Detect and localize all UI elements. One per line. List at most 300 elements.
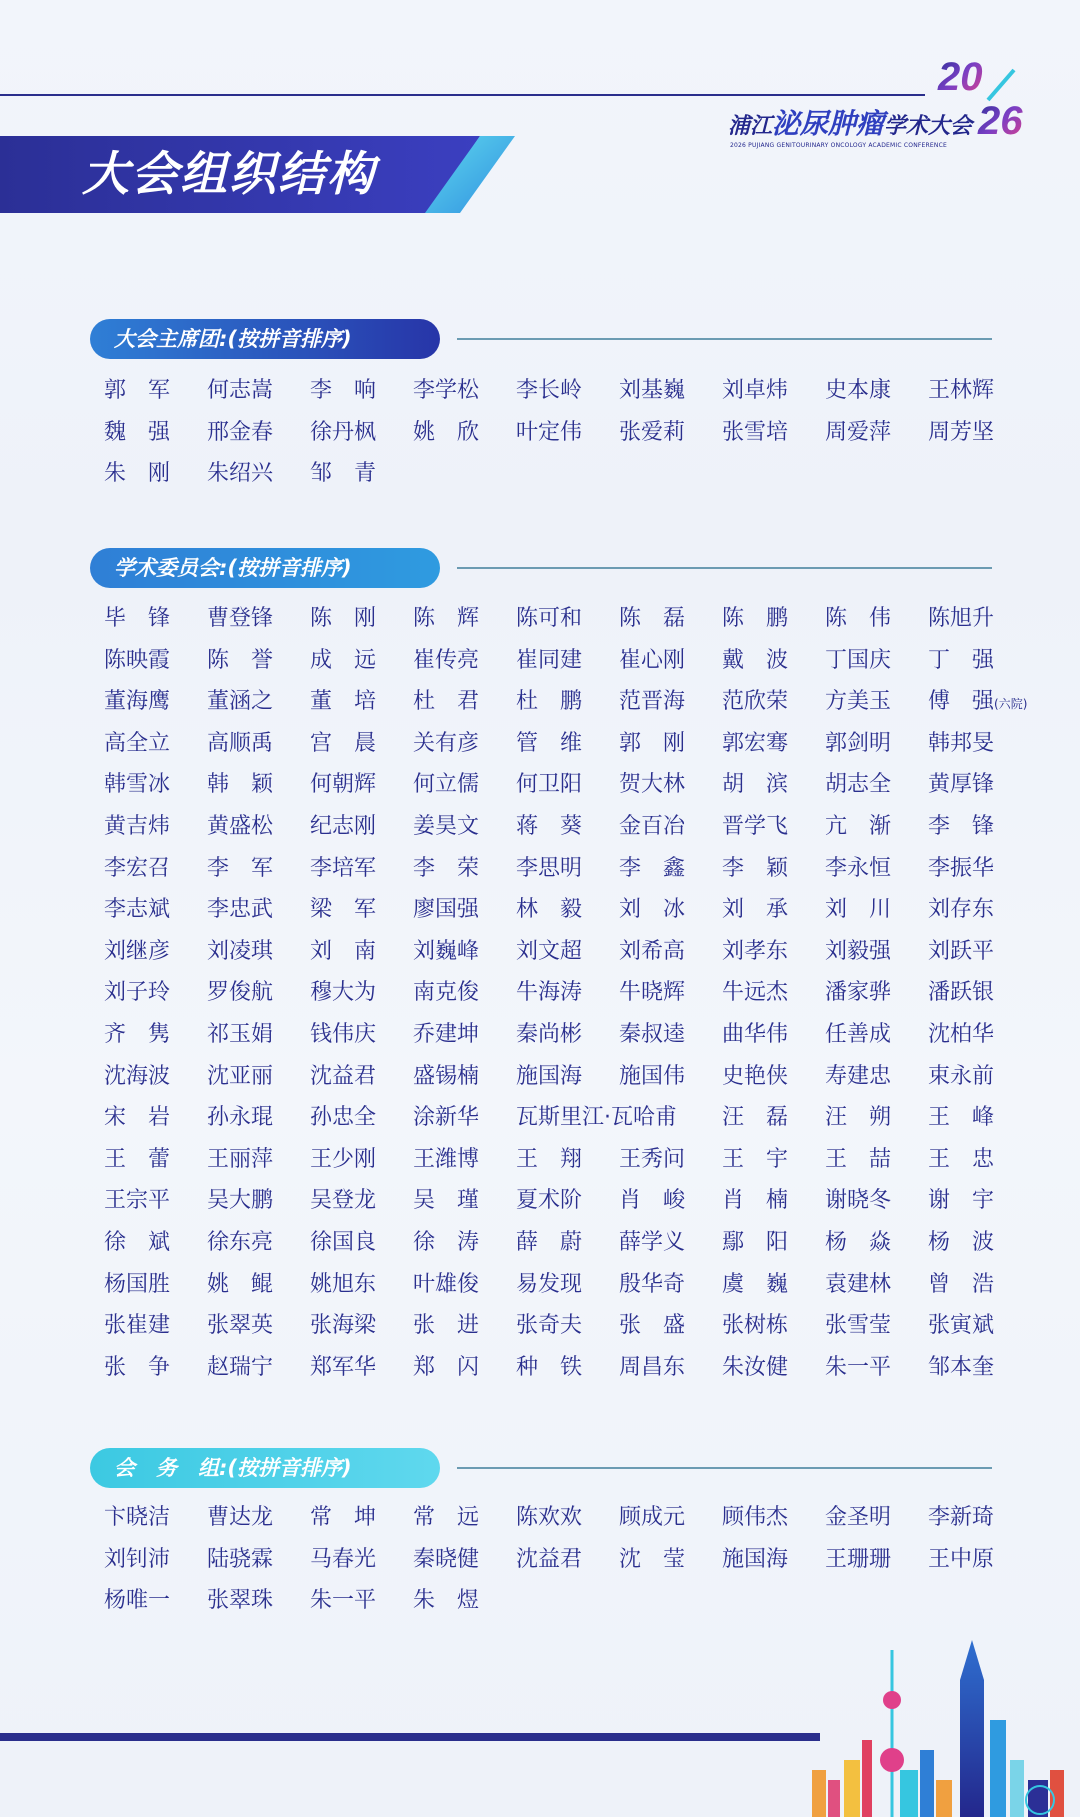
member-name: [310, 453, 413, 495]
member-name-text: 韩 颖: [207, 772, 274, 798]
member-name-text: 姚 鲲: [207, 1271, 274, 1297]
member-name: [619, 764, 722, 806]
member-name-text: 张爱莉: [619, 419, 686, 445]
member-name: [722, 1539, 825, 1581]
member-name: [104, 1097, 207, 1139]
member-name-text: 郭宏骞: [722, 730, 789, 756]
member-name-text: 宫 晨: [310, 730, 377, 756]
member-name-text: 任善成: [825, 1021, 892, 1047]
section-header-presidium: [90, 319, 990, 359]
member-name: [310, 1056, 413, 1098]
member-name-text: 陈可和: [516, 606, 583, 631]
member-name: [516, 931, 619, 973]
member-name: [207, 764, 310, 806]
member-name: [619, 1139, 722, 1181]
member-name: [310, 848, 413, 890]
member-name: [516, 1264, 619, 1306]
member-name-text: 崔传亮: [413, 647, 480, 673]
member-name: [825, 1539, 928, 1581]
member-name: [310, 1580, 413, 1622]
member-name: [310, 598, 413, 640]
member-name: [310, 723, 413, 765]
member-name-text: 陆骁霖: [207, 1546, 274, 1572]
member-name-text: 蒋 葵: [516, 813, 583, 839]
member-name-text: 成 远: [310, 647, 377, 673]
member-name: [928, 412, 1031, 454]
member-name: [619, 848, 722, 890]
member-name: [722, 1222, 825, 1264]
member-name: [413, 1264, 516, 1306]
member-name: [413, 806, 516, 848]
member-name: [413, 1056, 516, 1098]
member-name-text: 张奇夫: [516, 1313, 583, 1339]
member-name: [207, 1580, 310, 1622]
member-name: [825, 1305, 928, 1347]
member-name: [516, 806, 619, 848]
member-name: [516, 764, 619, 806]
member-name: [310, 1097, 413, 1139]
member-name: [825, 931, 928, 973]
member-name: [928, 1539, 1031, 1581]
member-name-text: 徐东亮: [207, 1229, 274, 1255]
member-name: [928, 598, 1031, 640]
member-name-text: 刘钊沛: [104, 1546, 171, 1572]
member-name: [207, 972, 310, 1014]
member-name-text: 黄盛松: [207, 813, 274, 839]
member-name: [310, 1347, 413, 1389]
member-name: [516, 972, 619, 1014]
member-name-text: 何朝辉: [310, 772, 377, 798]
member-name: [619, 931, 722, 973]
member-name-text: 董 培: [310, 689, 377, 715]
member-name: [413, 1305, 516, 1347]
member-name: [619, 1305, 722, 1347]
member-name: [928, 370, 1031, 412]
member-name: [928, 1056, 1031, 1098]
member-name-text: 王潍博: [413, 1146, 480, 1172]
member-name-text: 李 锋: [928, 813, 995, 839]
logo-title-prefix: 浦江: [728, 114, 773, 139]
member-name: [413, 412, 516, 454]
section-title: 会 务 组:(按拼音排序): [114, 1456, 352, 1480]
member-name-text: 李宏召: [104, 855, 171, 881]
member-name-text: 李长岭: [516, 378, 583, 403]
member-name: [207, 1097, 310, 1139]
member-name: [207, 806, 310, 848]
member-name: [619, 1222, 722, 1264]
member-name-text: 杨 波: [928, 1229, 995, 1255]
member-name-text: 施国海: [722, 1546, 789, 1572]
member-name-text: 史艳侠: [722, 1063, 789, 1089]
member-name: [310, 640, 413, 682]
member-name-text: 李忠武: [207, 897, 274, 923]
section-header-academic-committee: [90, 548, 990, 588]
member-name: [825, 681, 928, 723]
member-name-text: 方美玉: [825, 689, 892, 715]
member-name-text: 朱 煜: [413, 1588, 480, 1614]
bottom-rule: [0, 1733, 820, 1741]
member-name: [207, 1305, 310, 1347]
city-skyline-graphic: [800, 1620, 1080, 1817]
section-header-conference-affairs: [90, 1448, 990, 1488]
member-name: [104, 806, 207, 848]
member-name-text: 董涵之: [207, 689, 274, 715]
member-name-text: 杜 君: [413, 689, 480, 715]
member-name-text: 秦晓健: [413, 1546, 480, 1572]
member-name: [516, 370, 619, 412]
member-name-text: 陈 誉: [207, 647, 274, 673]
member-name: [104, 889, 207, 931]
page-title: 大会组织结构: [82, 147, 376, 202]
member-name-text: 寿建忠: [825, 1063, 892, 1089]
member-name: [619, 1264, 722, 1306]
member-name-text: 张寅斌: [928, 1313, 995, 1339]
member-name-text: 崔心刚: [619, 647, 686, 673]
member-name: [516, 1222, 619, 1264]
member-name: [516, 1539, 619, 1581]
member-name: [413, 640, 516, 682]
member-name-text: 李学松: [413, 378, 480, 403]
member-name-text: 施国海: [516, 1063, 583, 1089]
member-name: [310, 1539, 413, 1581]
member-name: [722, 931, 825, 973]
member-name-text: 黄厚锋: [928, 772, 995, 798]
member-name-text: 韩雪冰: [104, 772, 171, 798]
member-name-text: 张翠珠: [207, 1588, 274, 1614]
member-name-text: 赵瑞宁: [207, 1354, 274, 1380]
member-name: [207, 598, 310, 640]
member-name: [825, 1097, 928, 1139]
member-name: [413, 1347, 516, 1389]
member-name-text: 吴登龙: [310, 1188, 377, 1214]
member-name-text: 姚 欣: [413, 419, 480, 445]
member-name: [516, 723, 619, 765]
member-name-text: 朱绍兴: [207, 461, 274, 487]
member-name: [619, 1180, 722, 1222]
member-name-text: 齐 隽: [104, 1021, 171, 1047]
member-name-text: 刘孝东: [722, 938, 789, 964]
member-name: [413, 848, 516, 890]
member-name-text: 高全立: [104, 730, 171, 756]
member-name: [516, 1097, 722, 1139]
member-name: [413, 723, 516, 765]
member-name-text: 谢 宇: [928, 1188, 995, 1214]
member-name-text: 王中原: [928, 1546, 995, 1572]
member-name-text: 李永恒: [825, 855, 892, 881]
member-name-text: 徐 涛: [413, 1229, 480, 1255]
member-name-text: 谢晓冬: [825, 1188, 892, 1214]
member-name: [928, 848, 1031, 890]
member-name: [722, 681, 825, 723]
member-name-text: 郭 刚: [619, 730, 686, 756]
member-name: [722, 1180, 825, 1222]
member-name: [928, 889, 1031, 931]
logo-title: [728, 102, 972, 142]
member-name-text: 刘文超: [516, 938, 583, 964]
member-name: [104, 598, 207, 640]
member-name: [825, 598, 928, 640]
member-name-text: 沈柏华: [928, 1021, 995, 1047]
member-name: [104, 681, 207, 723]
member-name-text: 肖 楠: [722, 1188, 789, 1214]
member-name-text: 崔同建: [516, 647, 583, 673]
member-name: [104, 1222, 207, 1264]
member-name-text: 张崔建: [104, 1313, 171, 1339]
member-name: [928, 1139, 1031, 1181]
member-name: [413, 370, 516, 412]
member-name-text: 周爱萍: [825, 419, 892, 445]
member-name-text: 孙忠全: [310, 1105, 377, 1131]
member-name: [722, 806, 825, 848]
member-name: [310, 972, 413, 1014]
member-name: [207, 1180, 310, 1222]
logo-title-suffix: 学术大会: [884, 114, 973, 139]
member-name: [207, 848, 310, 890]
member-name: [516, 1497, 619, 1539]
member-name-text: 沈亚丽: [207, 1063, 274, 1089]
member-name-text: 郭 军: [104, 378, 171, 403]
member-name-text: 顾成元: [619, 1505, 686, 1530]
member-name-text: 施国伟: [619, 1063, 686, 1089]
member-name: [722, 1139, 825, 1181]
member-name-text: 王林辉: [928, 378, 995, 403]
member-name: [207, 1014, 310, 1056]
member-name: [722, 889, 825, 931]
member-name-text: 穆大为: [310, 980, 377, 1006]
member-name-text: 孙永琨: [207, 1105, 274, 1131]
member-name: [310, 412, 413, 454]
member-name: [207, 1347, 310, 1389]
member-name-text: 李 荣: [413, 855, 480, 881]
member-name: [825, 889, 928, 931]
member-name-text: 黄吉炜: [104, 813, 171, 839]
member-name-text: 袁建林: [825, 1271, 892, 1297]
member-name: [310, 1139, 413, 1181]
member-name-text: 常 坤: [310, 1505, 377, 1530]
member-name-text: 朱一平: [825, 1354, 892, 1380]
member-name: [825, 1347, 928, 1389]
member-name: [722, 1056, 825, 1098]
member-name-text: 曹达龙: [207, 1505, 274, 1530]
member-name: [825, 1497, 928, 1539]
member-name: [722, 972, 825, 1014]
member-name-text: 高顺禹: [207, 730, 274, 756]
member-name: [104, 640, 207, 682]
member-name: [825, 806, 928, 848]
member-name-text: 刘子玲: [104, 980, 171, 1006]
member-name: [310, 1014, 413, 1056]
member-name: [722, 1014, 825, 1056]
member-name-text: 刘 冰: [619, 897, 686, 923]
member-name: [310, 931, 413, 973]
member-name-text: 李志斌: [104, 897, 171, 923]
member-name-text: 祁玉娟: [207, 1021, 274, 1047]
member-name: [825, 1056, 928, 1098]
member-name-text: 陈 鹏: [722, 606, 789, 631]
member-name-text: 徐 斌: [104, 1229, 171, 1255]
member-name-text: 刘巍峰: [413, 938, 480, 964]
member-name-text: 汪 朔: [825, 1105, 892, 1131]
member-name: [413, 1539, 516, 1581]
member-name: [104, 1347, 207, 1389]
member-name-text: 朱 刚: [104, 461, 171, 487]
member-name: [516, 681, 619, 723]
member-name-text: 梁 军: [310, 897, 377, 923]
member-name-text: 宋 岩: [104, 1105, 171, 1131]
member-name: [928, 806, 1031, 848]
member-name: [104, 972, 207, 1014]
year-first: 20: [938, 55, 983, 99]
member-name-text: 殷华奇: [619, 1271, 686, 1297]
member-name: [413, 1580, 516, 1622]
member-name: [619, 723, 722, 765]
member-name-text: 杨 焱: [825, 1229, 892, 1255]
member-name: [104, 453, 207, 495]
member-name-text: 史本康: [825, 378, 892, 403]
member-name-text: 王丽萍: [207, 1146, 274, 1172]
member-name-text: 秦叔逵: [619, 1021, 686, 1047]
member-name: [825, 1014, 928, 1056]
member-name-text: 范欣荣: [722, 689, 789, 715]
academic-committee-name-list: [104, 598, 1064, 1388]
member-name-text: 杨唯一: [104, 1588, 171, 1614]
member-name: [619, 1056, 722, 1098]
member-name-text: 叶定伟: [516, 419, 583, 445]
member-name-text: 邢金春: [207, 419, 274, 445]
member-name-text: 徐国良: [310, 1229, 377, 1255]
member-name: [104, 1539, 207, 1581]
member-name: [207, 1139, 310, 1181]
member-name: [207, 1539, 310, 1581]
section-divider: [457, 1467, 992, 1469]
member-name-text: 郑军华: [310, 1354, 377, 1380]
member-name: [413, 764, 516, 806]
member-name: [310, 1180, 413, 1222]
member-name-text: 卞晓洁: [104, 1505, 171, 1530]
member-name: [413, 1497, 516, 1539]
member-name: [310, 806, 413, 848]
section-title: 大会主席团:(按拼音排序): [114, 327, 352, 351]
member-name-text: 沈 莹: [619, 1546, 686, 1572]
member-name-text: 郑 闪: [413, 1354, 480, 1380]
presidium-name-list: [104, 370, 1064, 495]
member-name-text: 陈映霞: [104, 647, 171, 673]
member-name-text: 王 蕾: [104, 1146, 171, 1172]
member-name-text: 何卫阳: [516, 772, 583, 798]
member-name: [207, 931, 310, 973]
member-name-text: 刘 承: [722, 897, 789, 923]
member-name: [207, 412, 310, 454]
member-name: [722, 1497, 825, 1539]
member-name: [619, 1497, 722, 1539]
member-name-text: 常 远: [413, 1505, 480, 1530]
member-name-text: 曹登锋: [207, 606, 274, 631]
member-name: [619, 1014, 722, 1056]
member-name-text: 王 宇: [722, 1146, 789, 1172]
member-name-text: 徐丹枫: [310, 419, 377, 445]
member-name: [310, 1497, 413, 1539]
member-name: [413, 681, 516, 723]
logo-title-main: 泌尿肿瘤: [772, 107, 885, 140]
member-name: [413, 1222, 516, 1264]
member-name: [928, 931, 1031, 973]
member-name: [207, 453, 310, 495]
member-name-text: 王宗平: [104, 1188, 171, 1214]
member-name: [722, 640, 825, 682]
member-name-text: 马春光: [310, 1546, 377, 1572]
member-name-text: 李振华: [928, 855, 995, 881]
member-name: [104, 412, 207, 454]
member-name: [310, 1222, 413, 1264]
section-divider: [457, 338, 992, 340]
logo-subtitle: 2026 PUJIANG GENITOURINARY ONCOLOGY ACADEMIC CONFERENCE: [730, 142, 947, 149]
member-name-text: 李培军: [310, 855, 377, 881]
member-name: [928, 1347, 1031, 1389]
member-name: [722, 1305, 825, 1347]
member-name: [516, 640, 619, 682]
member-name-text: 周昌东: [619, 1354, 686, 1380]
member-name: [207, 1497, 310, 1539]
member-name: [619, 370, 722, 412]
member-name-text: 顾伟杰: [722, 1505, 789, 1530]
member-name-text: 吴 瑾: [413, 1188, 480, 1214]
member-name-text: 陈 刚: [310, 606, 377, 631]
member-name: [207, 1222, 310, 1264]
member-name-text: 纪志刚: [310, 813, 377, 839]
member-name-text: 潘家骅: [825, 980, 892, 1006]
member-name-text: 汪 磊: [722, 1105, 789, 1131]
member-name-text: 沈海波: [104, 1063, 171, 1089]
member-name: [104, 1264, 207, 1306]
member-name: [619, 640, 722, 682]
member-name: [104, 764, 207, 806]
member-name: [619, 598, 722, 640]
member-name: [104, 370, 207, 412]
member-name: [825, 764, 928, 806]
member-name-text: 刘 南: [310, 938, 377, 964]
member-name-text: 李 颖: [722, 855, 789, 881]
member-name-text: 刘继彦: [104, 938, 171, 964]
member-name-text: 杨国胜: [104, 1271, 171, 1297]
member-name-text: 张海梁: [310, 1313, 377, 1339]
member-name-text: 刘基巍: [619, 378, 686, 403]
member-name: [722, 848, 825, 890]
member-name-text: 晋学飞: [722, 813, 789, 839]
member-name: [413, 1097, 516, 1139]
member-name: [722, 598, 825, 640]
member-name: [516, 889, 619, 931]
member-name: [516, 1056, 619, 1098]
member-name-text: 胡志全: [825, 772, 892, 798]
member-name: [413, 972, 516, 1014]
member-name: [825, 1222, 928, 1264]
member-name: [619, 1539, 722, 1581]
member-name-text: 郭剑明: [825, 730, 892, 756]
member-name-text: 曾 浩: [928, 1271, 995, 1297]
member-name: [104, 723, 207, 765]
member-name-text: 韩邦旻: [928, 730, 995, 756]
member-name-text: 牛晓辉: [619, 980, 686, 1006]
member-name-text: 张雪莹: [825, 1313, 892, 1339]
member-name-text: 叶雄俊: [413, 1271, 480, 1297]
member-name: [928, 764, 1031, 806]
member-name-text: 张 盛: [619, 1313, 686, 1339]
member-name-text: 王 峰: [928, 1105, 995, 1131]
member-name-text: 林 毅: [516, 897, 583, 923]
member-name: [722, 370, 825, 412]
member-name-text: 姚旭东: [310, 1271, 377, 1297]
member-name: [619, 972, 722, 1014]
